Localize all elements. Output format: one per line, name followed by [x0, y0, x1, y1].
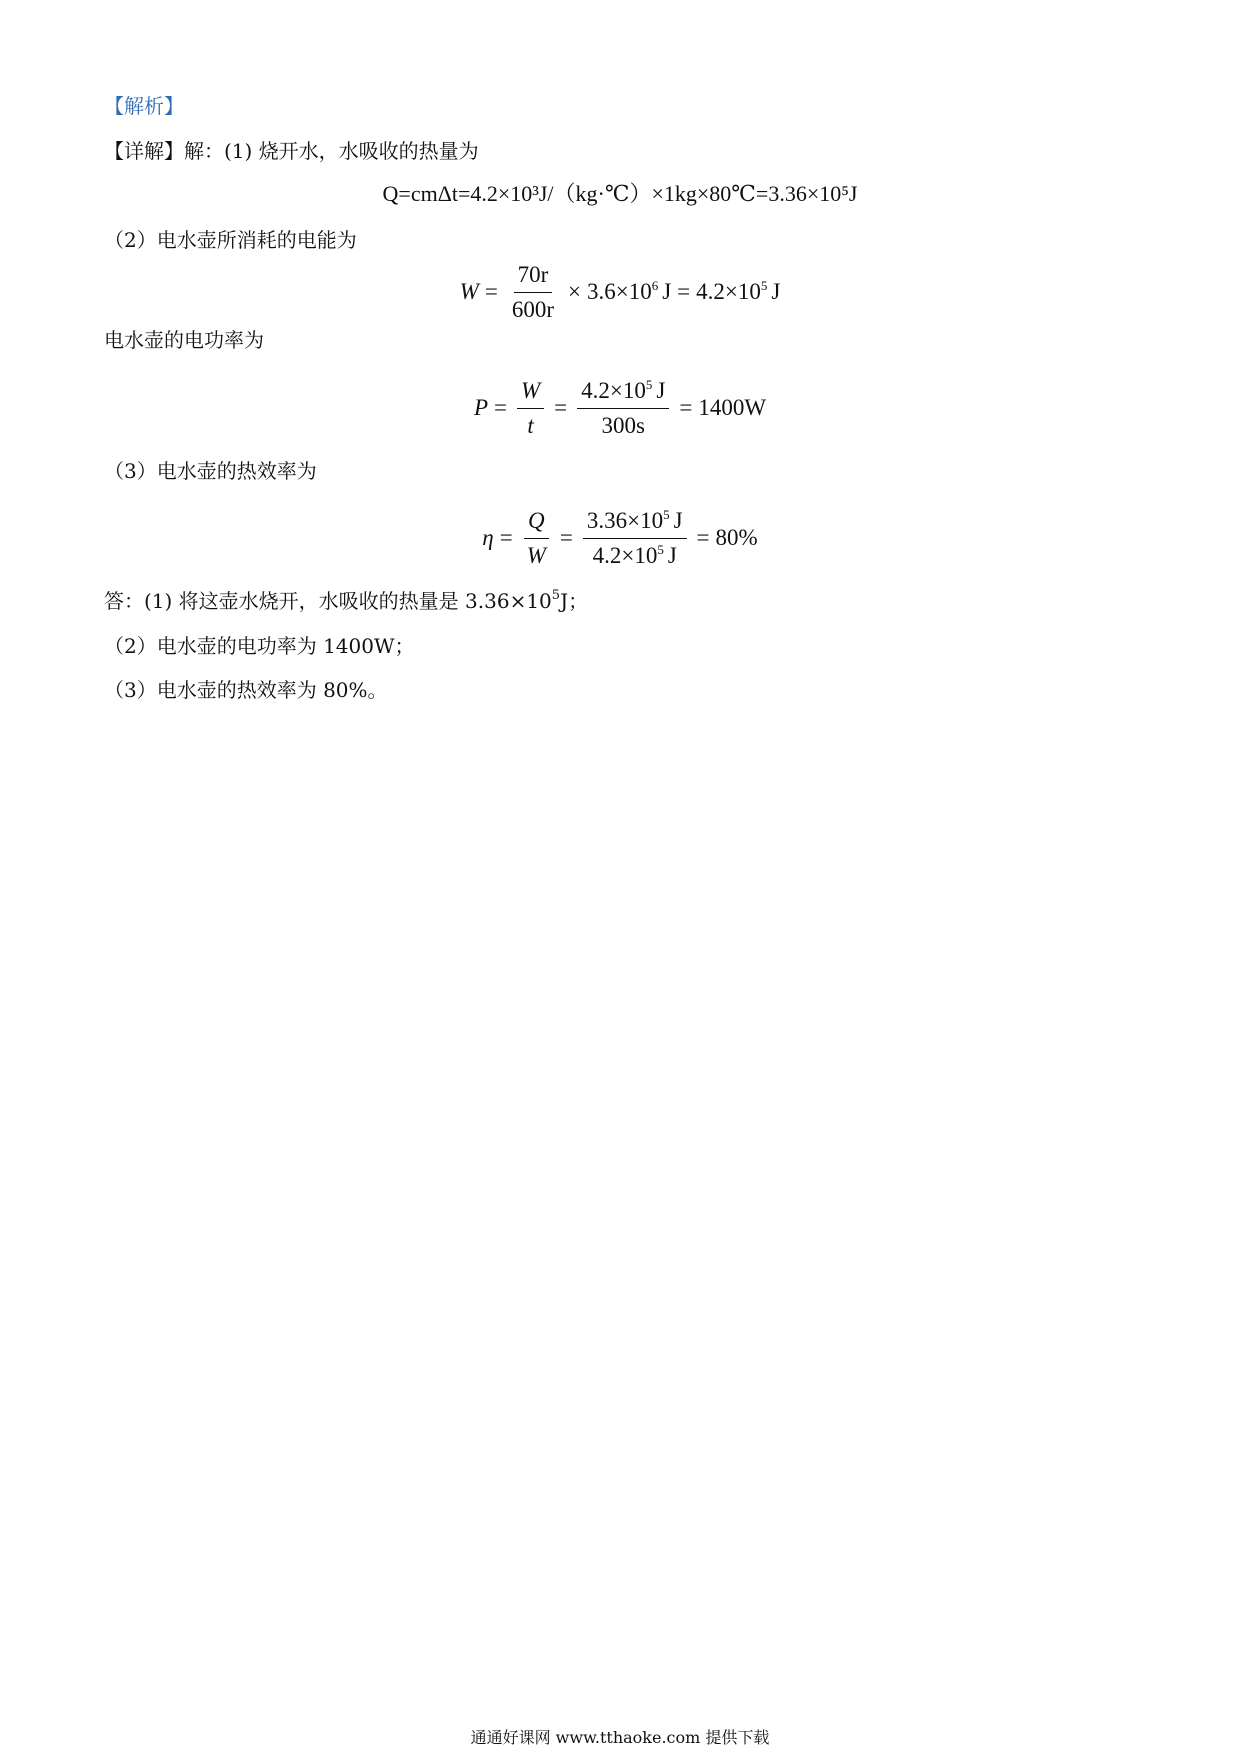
- equals-sign: =: [559, 525, 573, 550]
- equals-sign: =: [554, 395, 568, 420]
- energy-constant-exp: 6: [651, 278, 659, 293]
- heat-formula: Q=cmΔt=4.2×10³J/（kg·℃）×1kg×80℃=3.36×10⁵J: [382, 181, 858, 206]
- efficiency-lhs: η: [482, 525, 494, 550]
- energy-fraction: [508, 260, 558, 325]
- energy-numerator: 70r: [514, 260, 553, 293]
- equals-sign: =: [677, 279, 691, 304]
- energy-denominator: 600r: [511, 296, 554, 322]
- efficiency-fraction-numeric: [583, 506, 687, 571]
- energy-constant-unit: J: [662, 279, 672, 304]
- answer-line-3: （3）电水壶的热效率为 80%。: [104, 678, 388, 702]
- efficiency-frac1-numerator: Q: [524, 506, 549, 539]
- power-fraction-symbolic: [517, 376, 544, 441]
- answer-1-suffix: J；: [560, 589, 589, 613]
- part2-intro: （2）电水壶所消耗的电能为: [104, 228, 357, 252]
- times-sign: ×: [567, 279, 581, 304]
- efficiency-frac2-den-base: 4.2×10: [592, 542, 658, 568]
- efficiency-result: 80%: [715, 525, 758, 550]
- efficiency-frac2-den-exp: 5: [657, 541, 664, 557]
- section-heading: 【解析】: [104, 94, 184, 118]
- equals-sign: =: [696, 525, 710, 550]
- energy-result-unit: J: [771, 279, 781, 304]
- power-fraction-numeric: [577, 376, 669, 441]
- equals-sign: =: [499, 525, 513, 550]
- equals-sign: =: [494, 395, 507, 420]
- answer-line-1: [104, 587, 588, 615]
- power-lhs: P: [473, 395, 489, 420]
- energy-lhs: W: [459, 279, 479, 304]
- energy-equation: [0, 260, 1240, 324]
- energy-result-base: 4.2×10: [696, 279, 761, 304]
- page-footer: 通通好课网 www.tthaoke.com 提供下载: [470, 1728, 770, 1747]
- detail-line: [104, 137, 479, 165]
- efficiency-frac2-denominator: [589, 539, 681, 571]
- power-intro: 电水壶的电功率为: [104, 328, 264, 352]
- efficiency-frac2-den-unit: J: [667, 542, 677, 568]
- answer-line-2: （2）电水壶的电功率为 1400W；: [104, 634, 415, 658]
- energy-constant: [587, 279, 671, 305]
- energy-result: [696, 279, 780, 305]
- energy-constant-base: 3.6×10: [586, 279, 652, 304]
- power-frac2-num-unit: J: [656, 377, 666, 403]
- equals-sign: =: [484, 279, 498, 304]
- power-frac2-num-base: 4.2×10: [581, 377, 646, 403]
- power-frac2-denominator: 300s: [601, 412, 645, 438]
- efficiency-frac2-num-unit: J: [673, 507, 683, 533]
- power-frac2-num-exp: 5: [645, 376, 653, 392]
- equals-sign: =: [679, 395, 693, 420]
- energy-result-exp: 5: [760, 278, 768, 293]
- efficiency-equation: [0, 506, 1240, 570]
- efficiency-fraction-symbolic: [523, 506, 550, 571]
- part3-intro: （3）电水壶的热效率为: [104, 459, 317, 483]
- power-equation: [0, 376, 1240, 440]
- detail-intro: 解：(1) 烧开水，水吸收的热量为: [184, 139, 479, 163]
- efficiency-frac2-num-exp: 5: [663, 506, 670, 522]
- efficiency-frac1-denominator: W: [526, 542, 546, 568]
- answer-1-exp: 5: [551, 588, 561, 603]
- efficiency-frac2-num-base: 3.36×10: [586, 507, 664, 533]
- efficiency-frac2-numerator: [583, 506, 687, 539]
- power-result: 1400W: [698, 395, 767, 420]
- power-frac1-denominator: t: [527, 412, 534, 438]
- detail-label: 【详解】: [104, 139, 184, 163]
- power-frac2-numerator: [577, 376, 669, 409]
- power-frac1-numerator: W: [517, 376, 544, 409]
- answer-1-text: 答：(1) 将这壶水烧开，水吸收的热量是 3.36×10: [104, 589, 552, 613]
